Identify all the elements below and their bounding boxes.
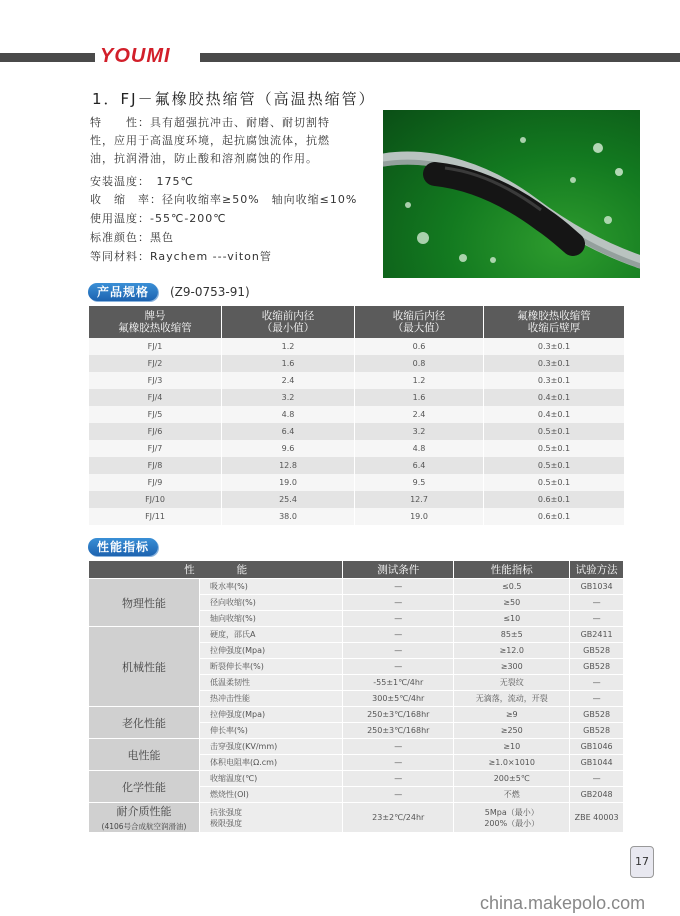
spec-line: 特 性：具有超强抗冲击、耐磨、耐切割特 — [90, 116, 330, 129]
group-name: 耐介质性能 — [116, 805, 172, 818]
table-cell: 1.2 — [355, 372, 484, 389]
table-cell: 2.4 — [355, 406, 484, 423]
table-cell: GB528 — [570, 659, 624, 675]
table-row — [89, 406, 625, 423]
table-cell: 燃烧性(OI) — [200, 787, 343, 803]
table-cell: 无裂纹 — [454, 675, 570, 691]
table-cell: 12.8 — [222, 457, 355, 474]
table-cell: ≥10 — [454, 739, 570, 755]
table-cell: 25.4 — [222, 491, 355, 508]
table-cell: 收缩温度(℃) — [200, 771, 343, 787]
table-cell: 无滴落，流动，开裂 — [454, 691, 570, 707]
page-number: 17 — [630, 846, 654, 878]
group-name: 机械性能 — [122, 660, 166, 674]
table-cell: 1.6 — [355, 389, 484, 406]
section-tab-performance: 性能指标 — [88, 538, 158, 556]
header-cell: 收缩后内径 — [392, 310, 446, 322]
spec-line: 等同材料：Raychem ---viton管 — [90, 250, 272, 263]
table-cell: — — [343, 611, 454, 627]
table-cell: 23±2℃/24hr — [343, 803, 454, 833]
table-cell: ≥50 — [454, 595, 570, 611]
table-row — [89, 707, 624, 723]
table-cell: GB528 — [570, 643, 624, 659]
table-cell: 0.5±0.1 — [484, 423, 625, 440]
table-cell: — — [570, 595, 624, 611]
table-cell: 径向收缩(%) — [200, 595, 343, 611]
table-cell: 1.2 — [222, 338, 355, 355]
table-cell: ≥250 — [454, 723, 570, 739]
table-cell: 拉伸强度(Mpa) — [200, 707, 343, 723]
table-cell: 低温柔韧性 — [200, 675, 343, 691]
header-cell: 收缩前内径 — [261, 310, 315, 322]
table-cell: 抗张强度 极限强度 — [200, 803, 343, 833]
table-cell: GB2411 — [570, 627, 624, 643]
table-cell: ≥9 — [454, 707, 570, 723]
table-cell: FJ/6 — [89, 423, 222, 440]
table-row — [89, 579, 624, 595]
table-cell: FJ/3 — [89, 372, 222, 389]
table-cell: 9.6 — [222, 440, 355, 457]
table-cell: 2.4 — [222, 372, 355, 389]
table-cell: GB1046 — [570, 739, 624, 755]
table-cell: 19.0 — [355, 508, 484, 525]
performance-table-header — [89, 561, 624, 579]
brand-logo: YOUMI — [100, 45, 171, 67]
table-row — [89, 508, 625, 525]
table-cell: 19.0 — [222, 474, 355, 491]
table-cell: 6.4 — [355, 457, 484, 474]
table-cell: 12.7 — [355, 491, 484, 508]
spec-line: 性，应用于高温度环境，起抗腐蚀流体，抗燃 — [90, 134, 330, 147]
table-cell: 硬度，邵氏A — [200, 627, 343, 643]
header-cell: （最小值） — [261, 322, 315, 334]
table-cell: FJ/10 — [89, 491, 222, 508]
header-cell: 测试条件 — [343, 561, 454, 579]
table-cell: — — [343, 755, 454, 771]
table-cell: FJ/11 — [89, 508, 222, 525]
table-cell: 0.3±0.1 — [484, 355, 625, 372]
table-cell: 6.4 — [222, 423, 355, 440]
table-cell: 9.5 — [355, 474, 484, 491]
table-cell: 0.4±0.1 — [484, 389, 625, 406]
table-cell: 不燃 — [454, 787, 570, 803]
spec-table — [88, 306, 624, 525]
table-cell: FJ/9 — [89, 474, 222, 491]
table-cell: ≥300 — [454, 659, 570, 675]
table-cell: 3.2 — [355, 423, 484, 440]
spec-table-header — [89, 306, 625, 338]
table-cell: 0.5±0.1 — [484, 474, 625, 491]
table-cell: — — [570, 691, 624, 707]
table-row — [89, 440, 625, 457]
table-cell: FJ/7 — [89, 440, 222, 457]
group-label — [89, 771, 200, 803]
performance-table — [88, 560, 624, 833]
table-cell: 0.8 — [355, 355, 484, 372]
table-cell: GB1034 — [570, 579, 624, 595]
table-cell: 4.8 — [355, 440, 484, 457]
group-label — [89, 707, 200, 739]
table-cell: 吸水率(%) — [200, 579, 343, 595]
table-cell: ZBE 40003 — [570, 803, 624, 833]
table-cell: 0.6 — [355, 338, 484, 355]
table-cell: 85±5 — [454, 627, 570, 643]
group-label — [89, 627, 200, 707]
table-cell: — — [343, 659, 454, 675]
header-cell: 牌号 — [144, 310, 166, 322]
table-cell: 击穿强度(KV/mm) — [200, 739, 343, 755]
group-name: 物理性能 — [122, 596, 166, 610]
table-cell: — — [570, 675, 624, 691]
table-cell: 断裂伸长率(%) — [200, 659, 343, 675]
group-subtitle: (4106号合成航空润滑油) — [101, 822, 187, 831]
header-cell: 性 能 — [89, 561, 343, 579]
table-cell: 0.4±0.1 — [484, 406, 625, 423]
header-bar-right — [200, 53, 680, 62]
spec-line: 收 缩 率：径向收缩率≥50% 轴向收缩≤10% — [90, 193, 358, 206]
table-cell: — — [343, 787, 454, 803]
table-cell: FJ/5 — [89, 406, 222, 423]
table-cell: — — [570, 611, 624, 627]
table-cell: — — [570, 771, 624, 787]
group-name: 化学性能 — [122, 780, 166, 794]
table-cell: 0.5±0.1 — [484, 457, 625, 474]
table-row — [89, 803, 624, 833]
table-cell: 250±3℃/168hr — [343, 723, 454, 739]
table-row — [89, 491, 625, 508]
table-row — [89, 474, 625, 491]
section-tab-specs: 产品规格 — [88, 283, 158, 301]
table-cell: GB1044 — [570, 755, 624, 771]
table-cell: — — [343, 771, 454, 787]
table-cell: 0.3±0.1 — [484, 372, 625, 389]
group-label — [89, 579, 200, 627]
table-cell: ≤10 — [454, 611, 570, 627]
table-cell: 0.6±0.1 — [484, 508, 625, 525]
group-name: 电性能 — [127, 748, 161, 762]
table-cell: 体积电阻率(Ω.cm) — [200, 755, 343, 771]
spec-line: 油，抗润滑油，防止酸和溶剂腐蚀的作用。 — [90, 152, 318, 165]
table-cell: FJ/1 — [89, 338, 222, 355]
header-cell: （最大值） — [392, 322, 446, 334]
table-cell: 0.3±0.1 — [484, 338, 625, 355]
table-cell: — — [343, 595, 454, 611]
table-cell: — — [343, 739, 454, 755]
product-photo — [383, 110, 640, 278]
table-row — [89, 739, 624, 755]
header-cell: 性能指标 — [454, 561, 570, 579]
spec-line: 安装温度： 175℃ — [90, 175, 194, 188]
table-cell: 4.8 — [222, 406, 355, 423]
table-row — [89, 457, 625, 474]
table-cell: 3.2 — [222, 389, 355, 406]
group-label — [89, 803, 200, 833]
table-cell: — — [343, 579, 454, 595]
watermark: china.makepolo.com — [480, 893, 646, 913]
table-row — [89, 771, 624, 787]
table-cell: 300±5℃/4hr — [343, 691, 454, 707]
header-bar-left — [0, 53, 95, 62]
table-cell: ≥1.0×1010 — [454, 755, 570, 771]
spec-line: 使用温度：-55℃-200℃ — [90, 212, 227, 225]
table-row — [89, 389, 625, 406]
table-cell: GB528 — [570, 723, 624, 739]
spec-code: (Z9-0753-91) — [170, 285, 250, 299]
header-cell: 收缩后壁厚 — [527, 322, 581, 334]
table-cell: 1.6 — [222, 355, 355, 372]
table-cell: 5Mpa（最小） 200%（最小） — [454, 803, 570, 833]
spec-line: 标准颜色：黑色 — [90, 231, 174, 244]
table-cell: 轴向收缩(%) — [200, 611, 343, 627]
table-cell: FJ/8 — [89, 457, 222, 474]
table-cell: 0.5±0.1 — [484, 440, 625, 457]
header-cell: 氟橡胶热收缩管 — [517, 310, 591, 322]
table-cell: 热冲击性能 — [200, 691, 343, 707]
table-cell: — — [343, 643, 454, 659]
table-cell: FJ/2 — [89, 355, 222, 372]
table-cell: 200±5℃ — [454, 771, 570, 787]
table-cell: ≥12.0 — [454, 643, 570, 659]
group-name: 老化性能 — [122, 716, 166, 730]
header-cell: 试验方法 — [570, 561, 624, 579]
table-row — [89, 355, 625, 372]
group-label — [89, 739, 200, 771]
table-row — [89, 423, 625, 440]
table-cell: 伸长率(%) — [200, 723, 343, 739]
table-row — [89, 338, 625, 355]
table-cell: GB528 — [570, 707, 624, 723]
table-cell: 250±3℃/168hr — [343, 707, 454, 723]
header-cell: 氟橡胶热收缩管 — [118, 322, 192, 334]
table-cell: 拉伸强度(Mpa) — [200, 643, 343, 659]
table-row — [89, 627, 624, 643]
table-cell: 0.6±0.1 — [484, 491, 625, 508]
table-cell: ≤0.5 — [454, 579, 570, 595]
table-cell: GB2048 — [570, 787, 624, 803]
product-title: 1．FJ－氟橡胶热缩管（高温热缩管） — [92, 90, 376, 108]
table-cell: FJ/4 — [89, 389, 222, 406]
table-cell: — — [343, 627, 454, 643]
table-row — [89, 372, 625, 389]
table-cell: -55±1℃/4hr — [343, 675, 454, 691]
table-cell: 38.0 — [222, 508, 355, 525]
